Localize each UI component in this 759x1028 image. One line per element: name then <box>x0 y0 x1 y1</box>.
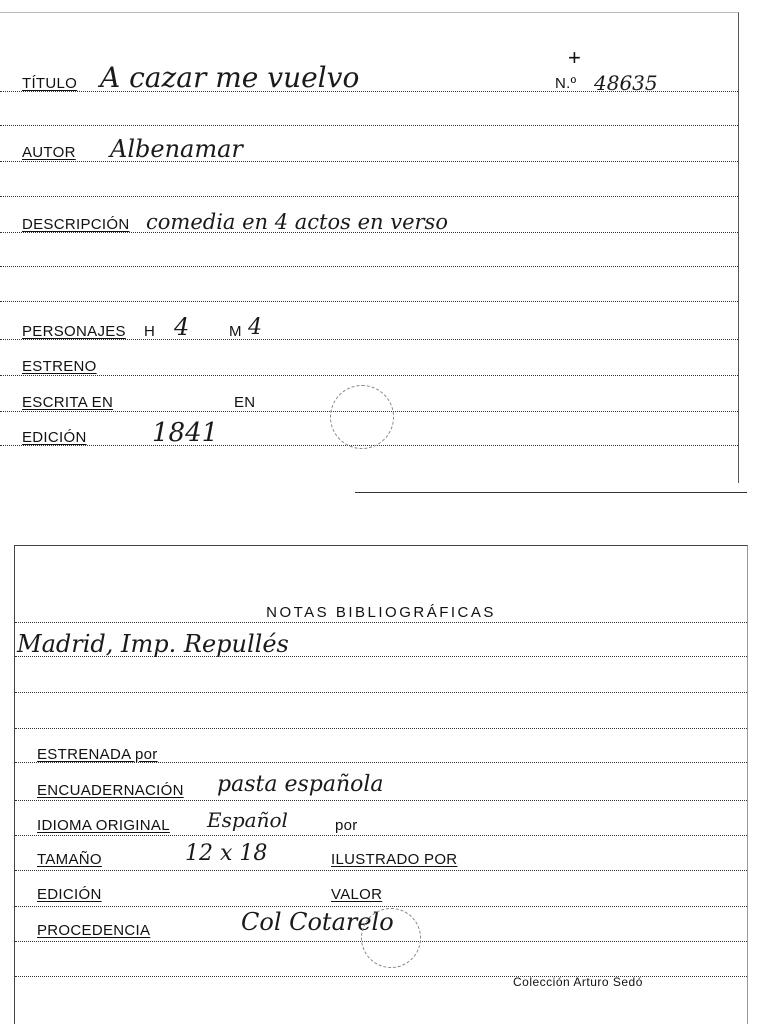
punch-hole-mark <box>361 908 421 968</box>
collection-footer: Colección Arturo Sedó <box>513 975 643 989</box>
valor-label: VALOR <box>331 886 383 903</box>
ruled-line <box>0 196 738 197</box>
personajes-h-value: 4 <box>174 313 190 341</box>
escrita-label: ESCRITA EN <box>22 394 114 411</box>
titulo-label: TÍTULO <box>22 75 78 92</box>
cross-mark: + <box>568 45 581 70</box>
numero-value: 48635 <box>594 71 658 95</box>
estrenada-label: ESTRENADA por <box>37 746 158 763</box>
numero-label: N.º <box>555 75 577 92</box>
estreno-label: ESTRENO <box>22 358 97 375</box>
edicion-label: EDICIÓN <box>22 429 87 446</box>
procedencia-label: PROCEDENCIA <box>37 922 151 939</box>
descripcion-value: comedia en 4 actos en verso <box>146 210 448 234</box>
ruled-line <box>15 835 747 836</box>
descripcion-label: DESCRIPCIÓN <box>22 216 130 233</box>
ruled-line <box>15 622 747 623</box>
card-bottom-rule <box>355 492 747 493</box>
ruled-line <box>15 906 747 907</box>
notas-heading: NOTAS BIBLIOGRÁFICAS <box>266 604 496 621</box>
edicion-back-label: EDICIÓN <box>37 886 102 903</box>
punch-hole-mark <box>330 385 394 449</box>
tamano-value: 12 x 18 <box>185 841 268 866</box>
autor-label: AUTOR <box>22 144 76 161</box>
ruled-line <box>15 800 747 801</box>
encuadernacion-value: pasta española <box>217 772 384 797</box>
ruled-line <box>0 375 738 376</box>
titulo-value: A cazar me vuelvo <box>100 61 360 94</box>
ruled-line <box>0 301 738 302</box>
idioma-label: IDIOMA ORIGINAL <box>37 817 170 834</box>
personajes-label: PERSONAJES <box>22 323 126 340</box>
idioma-value: Español <box>207 808 288 832</box>
ruled-line <box>15 728 747 729</box>
idioma-por-label: por <box>335 817 358 834</box>
encuadernacion-label: ENCUADERNACIÓN <box>37 782 184 799</box>
escrita-en-label: EN <box>234 394 256 411</box>
ruled-line <box>0 125 738 126</box>
ruled-line <box>0 266 738 267</box>
catalog-card-front <box>0 12 739 483</box>
catalog-card-back <box>14 545 748 1024</box>
ilustrado-label: ILUSTRADO POR <box>331 851 458 868</box>
autor-value: Albenamar <box>110 135 243 163</box>
tamano-label: TAMAÑO <box>37 851 102 868</box>
personajes-m-label: M <box>229 323 242 340</box>
personajes-m-value: 4 <box>248 315 262 340</box>
edicion-value: 1841 <box>152 418 219 448</box>
personajes-h-label: H <box>144 323 156 340</box>
notas-value: Madrid, Imp. Repullés <box>17 630 289 658</box>
ruled-line <box>15 870 747 871</box>
procedencia-value: Col Cotarelo <box>241 908 394 936</box>
ruled-line <box>15 692 747 693</box>
